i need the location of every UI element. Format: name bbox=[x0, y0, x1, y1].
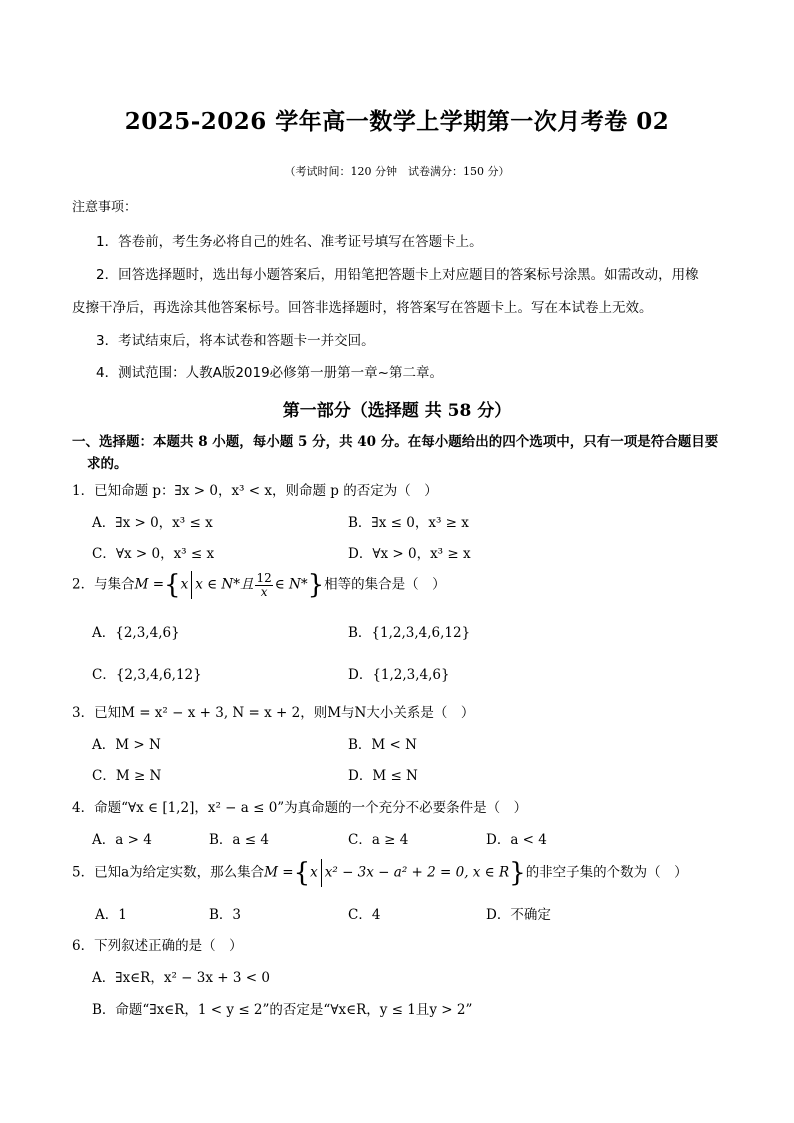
set-lhs: M = bbox=[134, 576, 165, 593]
question-2-option-c: C．{2,3,4,6,12} bbox=[92, 667, 202, 683]
note-4: 4．测试范围：人教A版2019必修第一册第一章~第二章。 bbox=[96, 365, 443, 381]
question-4-option-c: C．a ≥ 4 bbox=[348, 832, 409, 848]
question-1-option-c: C．∀x > 0，x³ ≤ x bbox=[92, 546, 215, 562]
right-brace: } bbox=[307, 570, 325, 600]
question-2-prefix: 2．与集合 bbox=[72, 576, 135, 593]
section-heading: 第一部分（选择题 共 58 分） bbox=[282, 401, 512, 421]
question-5-suffix: 的非空子集的个数为（ ） bbox=[525, 864, 688, 881]
question-3-option-d: D．M ≤ N bbox=[348, 768, 418, 784]
question-2-option-a: A．{2,3,4,6} bbox=[92, 625, 180, 641]
set-separator bbox=[191, 571, 192, 599]
question-2-option-b: B．{1,2,3,4,6,12} bbox=[348, 625, 471, 641]
question-4-option-d: D．a < 4 bbox=[486, 832, 547, 848]
question-3-stem: 3．已知M = x² − x + 3, N = x + 2，则M与N大小关系是（ ） bbox=[72, 705, 475, 721]
note-1: 1．答卷前，考生务必将自己的姓名、准考证号填写在答题卡上。 bbox=[96, 234, 483, 250]
question-3-option-a: A．M > N bbox=[92, 737, 161, 753]
set-condition-2: ∈ N* bbox=[274, 576, 308, 593]
question-4-stem: 4．命题“∀x ∈ [1,2]，x² − a ≤ 0”为真命题的一个充分不必要条件是（ ） bbox=[72, 800, 528, 816]
question-1-stem: 1．已知命题 p：∃x > 0，x³ < x，则命题 p 的否定为（ ） bbox=[72, 483, 438, 499]
question-2-option-d: D．{1,2,3,4,6} bbox=[348, 667, 450, 683]
section-instruction-line1: 一、选择题：本题共 8 小题，每小题 5 分，共 40 分。在每小题给出的四个选项中，只有一项是符合题目要 bbox=[72, 434, 719, 450]
note-2-line1: 2．回答选择题时，选出每小题答案后，用铅笔把答题卡上对应题目的答案标号涂黑。如需改动，用橡 bbox=[96, 267, 699, 283]
fraction bbox=[255, 572, 272, 599]
left-brace: { bbox=[293, 858, 311, 888]
section-instruction-line2: 求的。 bbox=[87, 456, 128, 472]
exam-info: （考试时间：120 分钟 试卷满分：150 分） bbox=[284, 165, 510, 178]
note-3: 3．考试结束后，将本试卷和答题卡一并交回。 bbox=[96, 333, 375, 349]
notes-heading: 注意事项： bbox=[72, 200, 138, 215]
set-condition-1: x ∈ N*且 bbox=[195, 576, 254, 593]
question-2-suffix: 相等的集合是（ ） bbox=[324, 576, 446, 593]
question-5-option-b: B．3 bbox=[209, 907, 242, 923]
page-title: 2025-2026 学年高一数学上学期第一次月考卷 02 bbox=[124, 108, 670, 135]
question-6-stem: 6．下列叙述正确的是（ ） bbox=[72, 938, 243, 954]
question-5-option-a: A．1 bbox=[95, 907, 127, 923]
question-6-option-a: A．∃x∈R，x² − 3x + 3 < 0 bbox=[92, 970, 270, 986]
right-brace: } bbox=[509, 858, 526, 888]
question-1-option-d: D．∀x > 0，x³ ≥ x bbox=[348, 546, 471, 562]
question-5-option-c: C．4 bbox=[348, 907, 381, 923]
question-4-option-a: A．a > 4 bbox=[92, 832, 152, 848]
question-5-prefix: 5．已知a为给定实数，那么集合 bbox=[72, 864, 265, 881]
left-brace: { bbox=[164, 570, 181, 600]
set-variable: x bbox=[310, 864, 318, 881]
note-2-line2: 皮擦干净后，再选涂其他答案标号。回答非选择题时，将答案写在答题卡上。写在本试卷上无效。 bbox=[72, 300, 653, 316]
fraction-denominator: x bbox=[260, 584, 268, 599]
question-5-stem bbox=[72, 858, 688, 888]
question-1-option-a: A．∃x > 0，x³ ≤ x bbox=[92, 515, 213, 531]
fraction-numerator: 12 bbox=[256, 570, 272, 585]
set-separator bbox=[321, 859, 322, 887]
question-5-option-d: D．不确定 bbox=[486, 907, 551, 923]
question-3-option-b: B．M < N bbox=[348, 737, 417, 753]
set-lhs: M = bbox=[264, 864, 294, 881]
question-3-option-c: C．M ≥ N bbox=[92, 768, 162, 784]
question-1-option-b: B．∃x ≤ 0，x³ ≥ x bbox=[348, 515, 469, 531]
question-2-stem bbox=[72, 570, 446, 600]
question-4-option-b: B．a ≤ 4 bbox=[209, 832, 269, 848]
question-6-option-b: B．命题“∃x∈R，1 < y ≤ 2”的否定是“∀x∈R，y ≤ 1且y > 2” bbox=[92, 1002, 473, 1018]
set-variable: x bbox=[180, 576, 189, 593]
set-condition: x² − 3x − a² + 2 = 0, x ∈ R bbox=[324, 864, 510, 881]
